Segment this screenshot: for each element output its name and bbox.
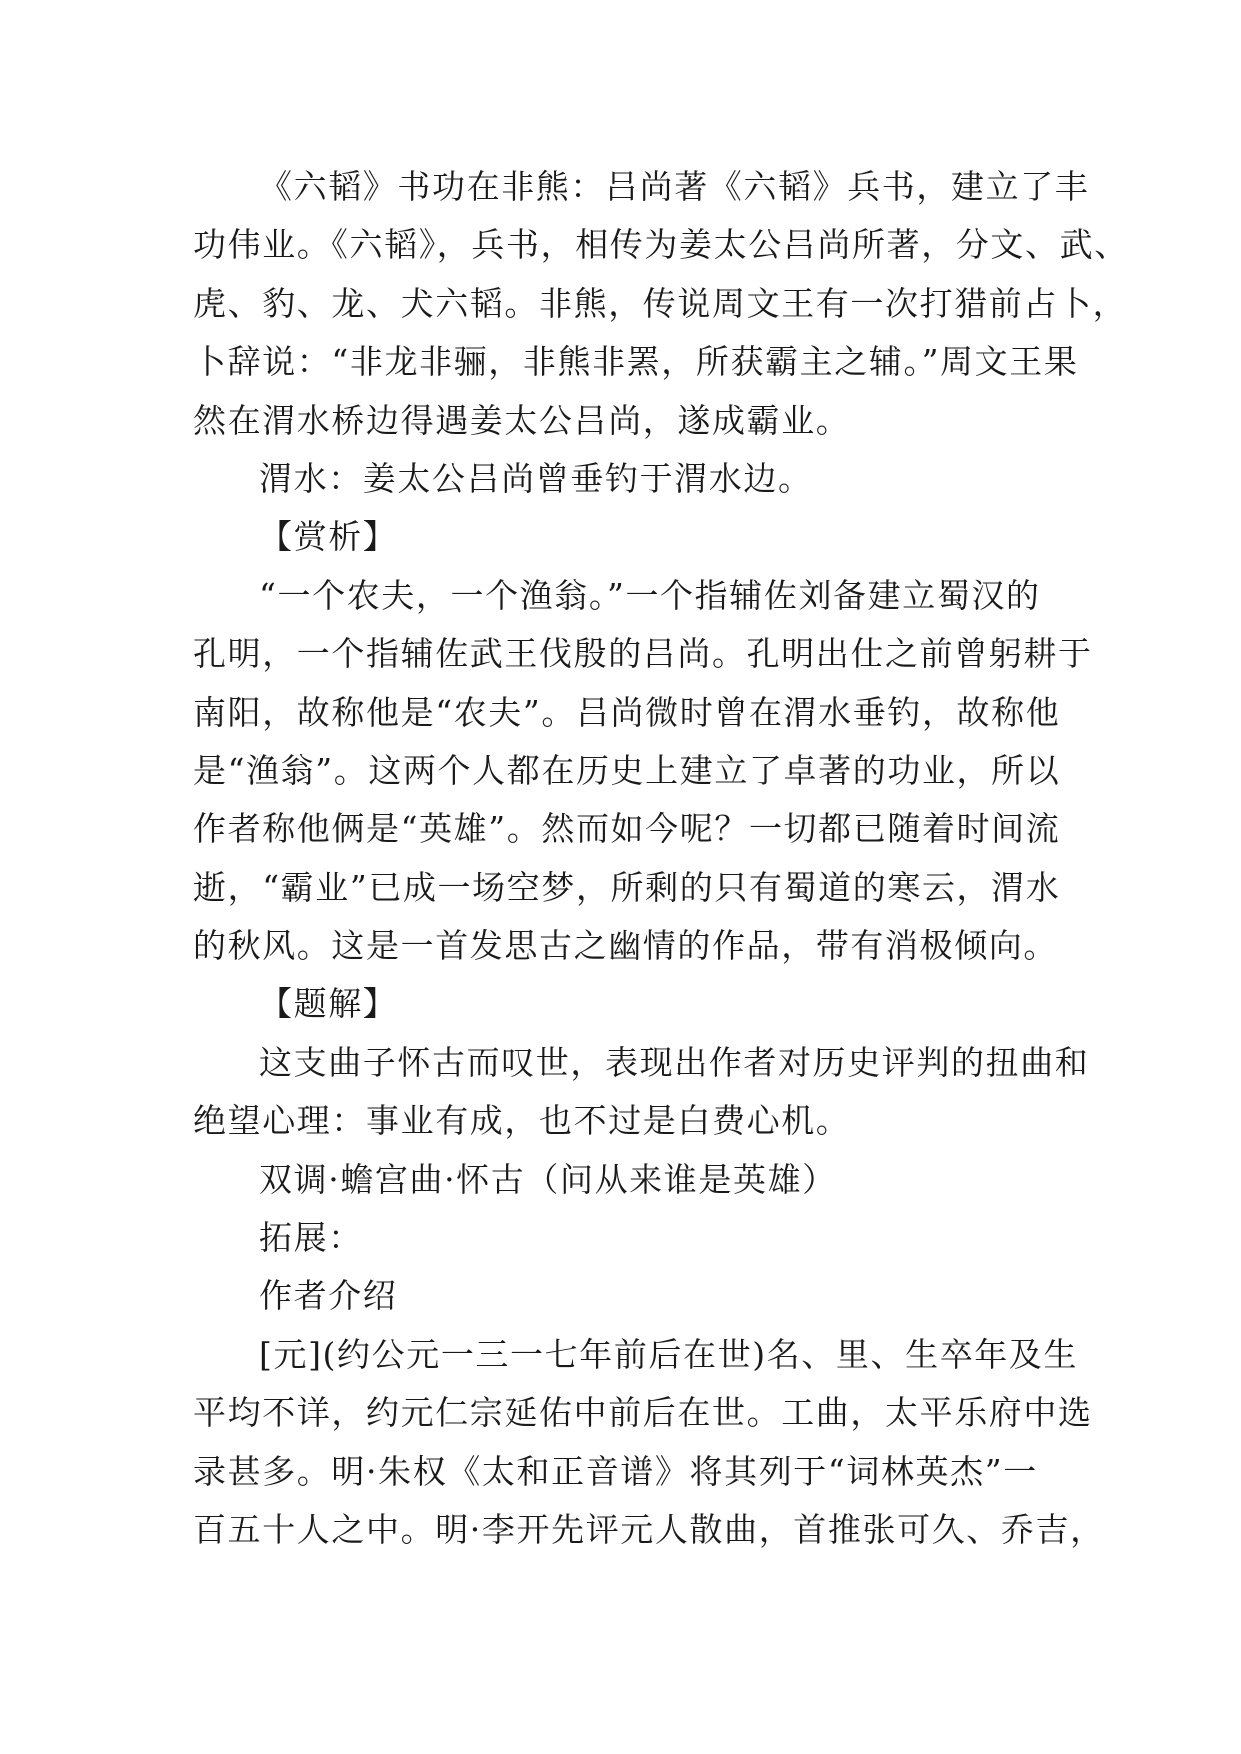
paragraph-line: 虎、豹、龙、犬六韬。非熊，传说周文王有一次打猎前占卜， — [193, 283, 1128, 323]
paragraph-line: 录甚多。明·朱权《太和正音谱》将其列于“词林英杰”一 — [193, 1451, 1038, 1491]
paragraph-line: 逝，“霸业”已成一场空梦，所剩的只有蜀道的寒云，渭水 — [193, 867, 1061, 907]
paragraph-line: 这支曲子怀古而叹世，表现出作者对历史评判的扭曲和 — [259, 1042, 1090, 1082]
paragraph-line: 作者称他俩是“英雄”。然而如今呢？一切都已随着时间流 — [193, 809, 1061, 849]
paragraph-line: 功伟业。《六韬》，兵书，相传为姜太公吕尚所著，分文、武、 — [193, 225, 1129, 265]
paragraph-line: 绝望心理：事业有成，也不过是白费心机。 — [193, 1101, 851, 1141]
section-heading-extension: 拓展： — [259, 1218, 363, 1258]
paragraph-line: 百五十人之中。明·李开先评元人散曲，首推张可久、乔吉， — [193, 1509, 1105, 1549]
section-heading-appreciation: 【赏析】 — [259, 517, 398, 557]
poem-title-line: 双调·蟾宫曲·怀古（问从来谁是英雄） — [259, 1159, 837, 1199]
paragraph-line: 孔明，一个指辅佐武王伐殷的吕尚。孔明出仕之前曾躬耕于 — [193, 634, 1093, 674]
document-page — [193, 158, 1129, 1559]
paragraph-line: 《六韬》书功在非熊：吕尚著《六韬》兵书，建立了丰 — [259, 167, 1090, 206]
paragraph-line: 然在渭水桥边得遇姜太公吕尚，遂成霸业。 — [193, 400, 851, 440]
section-heading-explanation: 【题解】 — [259, 984, 398, 1024]
paragraph-line: 卜辞说：“非龙非骊，非熊非罴，所获霸主之辅。”周文王果 — [193, 342, 1079, 382]
section-heading-author: 作者介绍 — [259, 1276, 398, 1316]
paragraph-line: 的秋风。这是一首发思古之幽情的作品，带有消极倾向。 — [193, 926, 1058, 966]
paragraph-line: 是“渔翁”。这两个人都在历史上建立了卓著的功业，所以 — [193, 750, 1061, 790]
paragraph-line: 渭水：姜太公吕尚曾垂钓于渭水边。 — [259, 458, 813, 498]
paragraph-line: 南阳，故称他是“农夫”。吕尚微时曾在渭水垂钓，故称他 — [193, 692, 1061, 732]
paragraph-line: “一个农夫，一个渔翁。”一个指辅佐刘备建立蜀汉的 — [259, 575, 1041, 615]
paragraph-line: [元](约公元一三一七年前后在世)名、里、生卒年及生 — [259, 1334, 1079, 1374]
paragraph-line: 平均不详，约元仁宗延佑中前后在世。工曲，太平乐府中选 — [193, 1393, 1093, 1433]
